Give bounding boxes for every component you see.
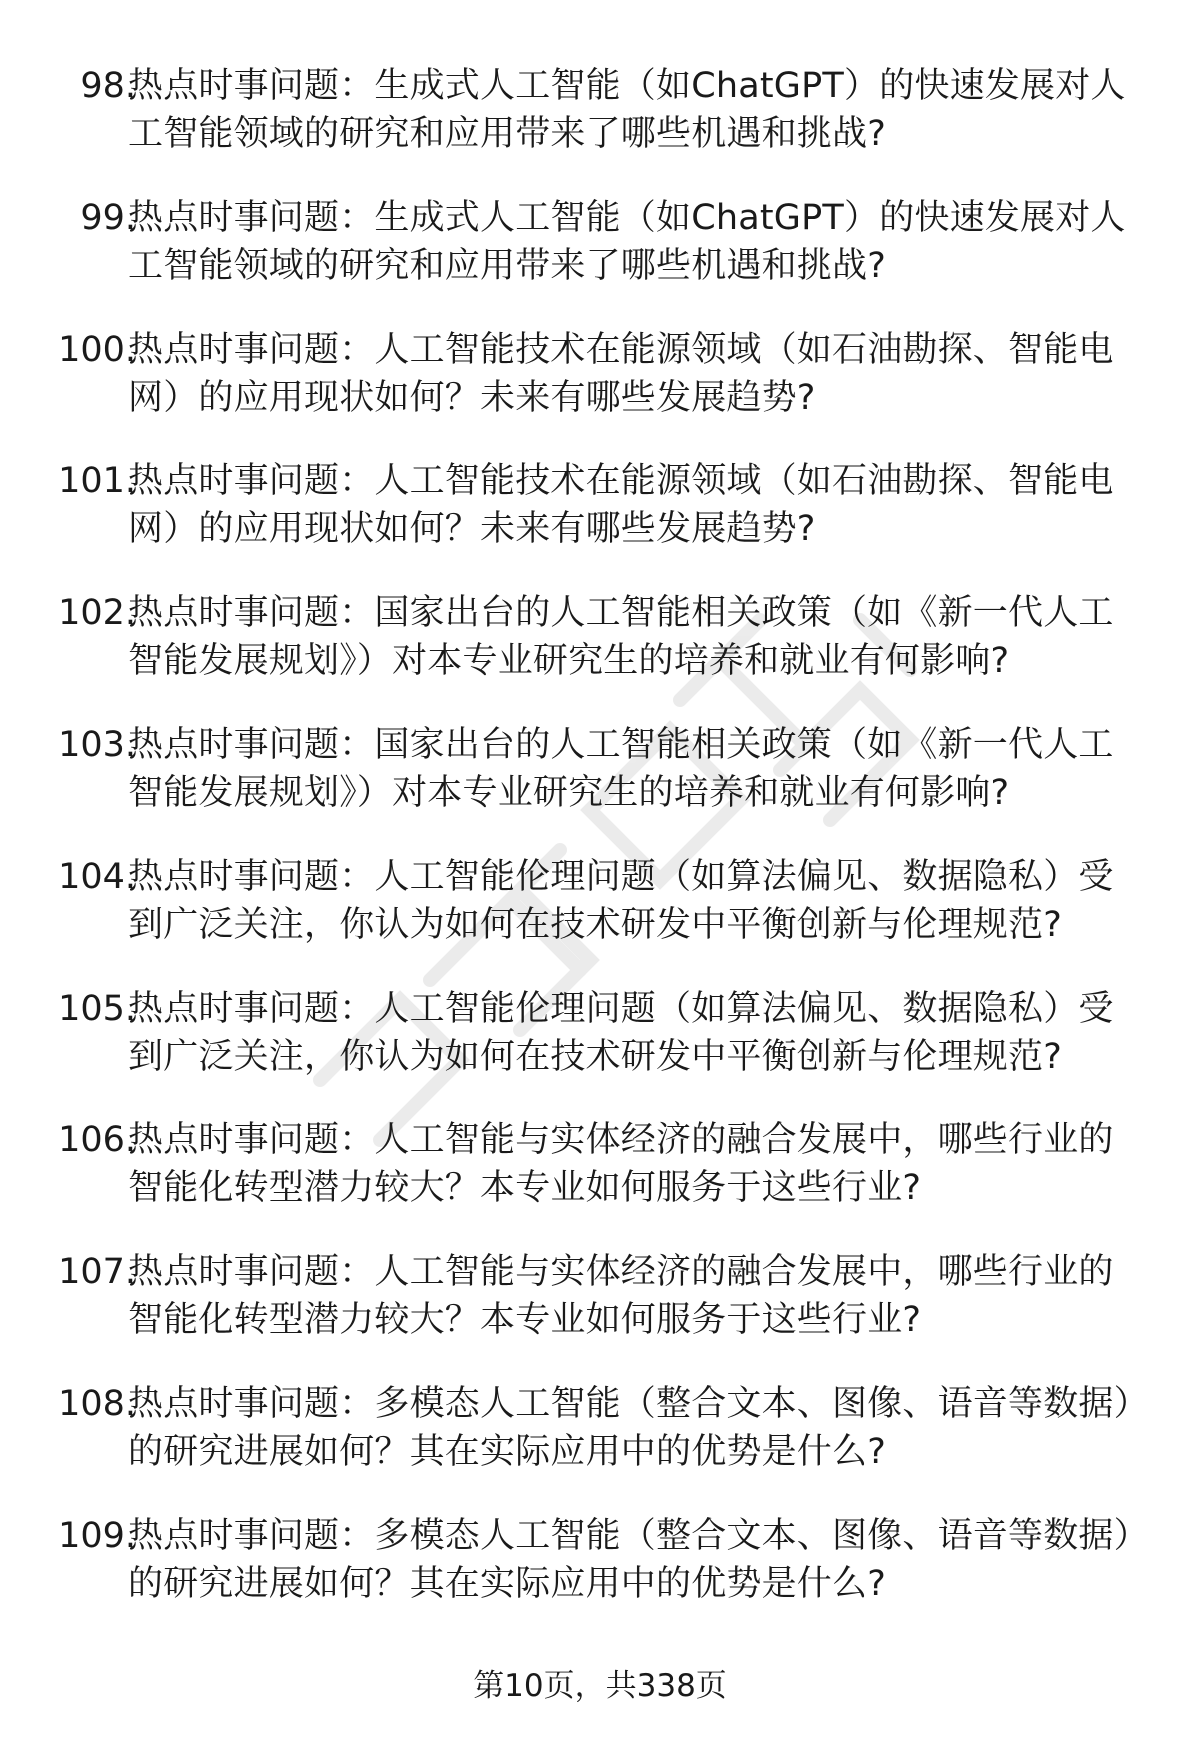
question-number: 106.	[58, 1120, 136, 1161]
list-item	[0, 1248, 1200, 1380]
question-number: 109.	[58, 1515, 136, 1556]
question-number: 103.	[58, 724, 136, 765]
question-number: 105.	[58, 988, 136, 1029]
question-text: 热点时事问题：人工智能伦理问题（如算法偏见、数据隐私）受到广泛关注，你认为如何在技术研发中平衡创新与伦理规范?	[128, 988, 1114, 1077]
question-text: 热点时事问题：多模态人工智能（整合文本、图像、语音等数据）的研究进展如何？其在实际应用中的优势是什么?	[128, 1515, 1132, 1604]
list-item	[0, 62, 1200, 194]
question-text: 热点时事问题：人工智能与实体经济的融合发展中，哪些行业的智能化转型潜力较大？本专业如何服务于这些行业?	[128, 1120, 1114, 1209]
page-indicator: 第10页，共338页	[473, 1668, 727, 1704]
question-list	[0, 62, 1200, 1644]
question-number: 101.	[58, 461, 136, 502]
question-number: 98.	[80, 66, 136, 106]
question-text: 热点时事问题：人工智能技术在能源领域（如石油勘探、智能电网）的应用现状如何？未来有哪些发展趋势?	[128, 329, 1114, 418]
question-number: 104.	[58, 856, 136, 897]
question-number: 100.	[58, 329, 136, 370]
question-text: 热点时事问题：国家出台的人工智能相关政策（如《新一代人工智能发展规划》）对本专业研究生的培养和就业有何影响?	[128, 593, 1114, 682]
question-text: 热点时事问题：生成式人工智能（如ChatGPT）的快速发展对人工智能领域的研究和应用带来了哪些机遇和挑战?	[128, 66, 1126, 154]
question-number: 108.	[58, 1383, 136, 1424]
question-number: 102.	[58, 593, 136, 634]
list-item	[0, 457, 1200, 589]
question-text: 热点时事问题：人工智能与实体经济的融合发展中，哪些行业的智能化转型潜力较大？本专业如何服务于这些行业?	[128, 1252, 1114, 1341]
question-text: 热点时事问题：多模态人工智能（整合文本、图像、语音等数据）的研究进展如何？其在实际应用中的优势是什么?	[128, 1383, 1132, 1472]
question-text: 热点时事问题：国家出台的人工智能相关政策（如《新一代人工智能发展规划》）对本专业研究生的培养和就业有何影响?	[128, 724, 1114, 813]
list-item	[0, 1380, 1200, 1512]
list-item	[0, 721, 1200, 853]
question-number: 107.	[58, 1252, 136, 1293]
list-item	[0, 1512, 1200, 1644]
list-item	[0, 985, 1200, 1117]
list-item	[0, 326, 1200, 458]
list-item	[0, 1116, 1200, 1248]
question-text: 热点时事问题：人工智能技术在能源领域（如石油勘探、智能电网）的应用现状如何？未来有哪些发展趋势?	[128, 461, 1114, 550]
question-text: 热点时事问题：生成式人工智能（如ChatGPT）的快速发展对人工智能领域的研究和应用带来了哪些机遇和挑战?	[128, 197, 1126, 286]
list-item	[0, 853, 1200, 985]
list-item	[0, 589, 1200, 721]
page-footer	[0, 1666, 1200, 1706]
question-text: 热点时事问题：人工智能伦理问题（如算法偏见、数据隐私）受到广泛关注，你认为如何在技术研发中平衡创新与伦理规范?	[128, 856, 1114, 945]
list-item	[0, 194, 1200, 326]
question-number: 99.	[80, 197, 136, 238]
